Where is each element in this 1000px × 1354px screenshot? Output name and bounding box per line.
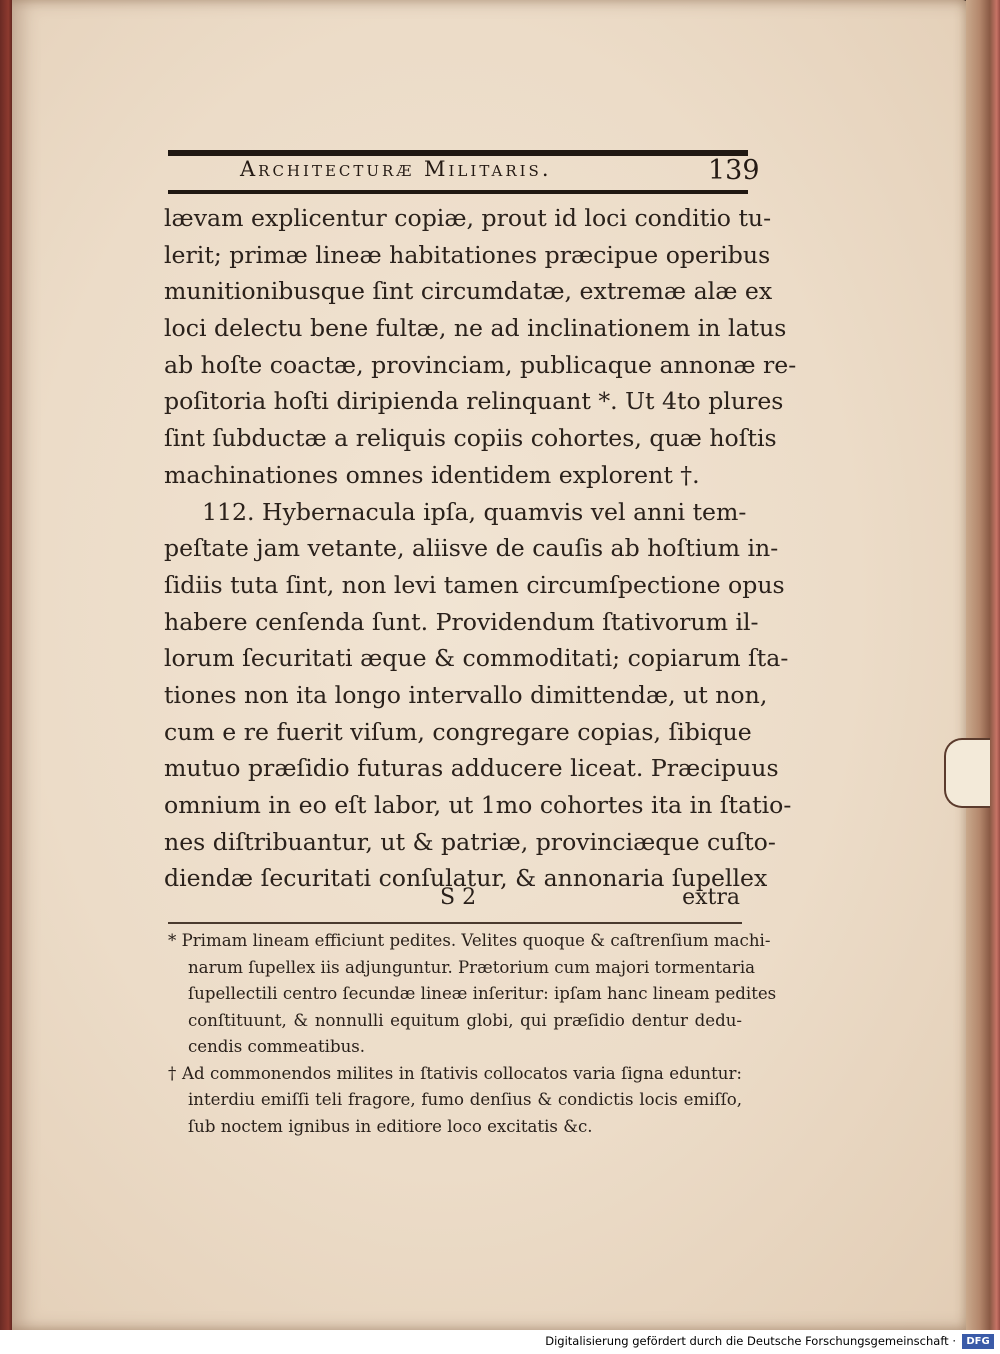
footnote-line: ſub noctem ignibus in editiore loco excitatis &c. [188,1116,593,1136]
body-line: lævam explicentur copiæ, prout id loci conditio tu- [164,204,772,232]
footnotes [168,928,777,1140]
header-rule-top [168,150,748,156]
body-line: loci delectu bene fultæ, ne ad inclinationem in latus [164,314,787,343]
body-line: 112. Hybernacula ipſa, quamvis vel anni tem- [202,497,747,526]
body-line: omnium in eo eſt labor, ut 1mo cohortes ita in ſtatio- [164,791,792,819]
body-line: peſtate jam vetante, aliisve de cauſis ab hoſtium in- [164,534,779,563]
dfg-logo-icon: DFG [962,1334,994,1349]
body-line: ſint ſubductæ a reliquis copiis cohortes, quæ hoſtis [164,424,777,453]
body-line: lorum ſecuritati æque & commoditati; copiarum ſta- [164,644,789,673]
page-tab-notch [944,738,990,808]
body-line: nes diſtribuantur, ut & patriæ, provinciæque cuſto- [164,827,776,856]
footnote-line: † Ad commonendos milites in ſtativis collocatos varia ſigna eduntur: [168,1063,742,1083]
page-fore-edge [966,0,1000,1330]
body-line: mutuo præſidio futuras adducere liceat. Præcipuus [164,754,779,783]
body-line: ab hoſte coactæ, provinciam, publicaque annonæ re- [164,350,797,379]
body-line: munitionibusque ſint circumdatæ, extremæ alæ ex [164,277,773,306]
footnote-line: ſupellectili centro ſecundæ lineæ inſeritur: ipſam hanc lineam pedites [188,984,777,1003]
footnote-line: * Primam lineam efficiunt pedites. Velites quoque & caſtrenſium machi- [168,931,771,950]
body-line: diendæ ſecuritati conſulatur, & annonaria ſupellex [164,864,768,893]
header-rule-bottom [168,190,748,194]
body-line: machinationes omnes identidem explorent †. [164,460,700,489]
footnote-line: interdiu emiſſi teli fragore, fumo denſius & condictis locis emiſſo, [188,1090,742,1109]
body-line: tiones non ita longo intervallo dimittendæ, ut non, [164,680,768,709]
body-line: poſitoria hoſti diripienda relinquant *. Ut 4to plures [164,387,784,416]
page-number: 139 [708,155,760,186]
running-head-title: Architecturæ Militaris. [240,157,552,181]
footnote-line: narum ſupellex iis adjunguntur. Prætorium cum majori tormentaria [188,957,756,977]
footnote-rule [168,922,742,924]
catchword: extra [682,885,740,910]
catchline [164,885,742,915]
body-text [164,200,797,897]
body-line: cum e re fuerit viſum, congregare copias, ſibique [164,717,752,746]
body-line: lerit; primæ lineæ habitationes præcipue operibus [164,240,771,269]
funding-credit: Digitalisierung gefördert durch die Deutsche Forschungsgemeinschaft · [545,1334,956,1348]
footnote-line: cendis commeatibus. [188,1037,366,1056]
signature-mark: S 2 [440,885,477,910]
footnote-line: conſtituunt, & nonnulli equitum globi, qui præſidio dentur dedu- [188,1010,742,1030]
footer-bar [0,1330,1000,1354]
body-line: habere cenſenda ſunt. Providendum ſtativorum il- [164,607,759,636]
body-line: ſidiis tuta ſint, non levi tamen circumſpectione opus [164,570,785,599]
